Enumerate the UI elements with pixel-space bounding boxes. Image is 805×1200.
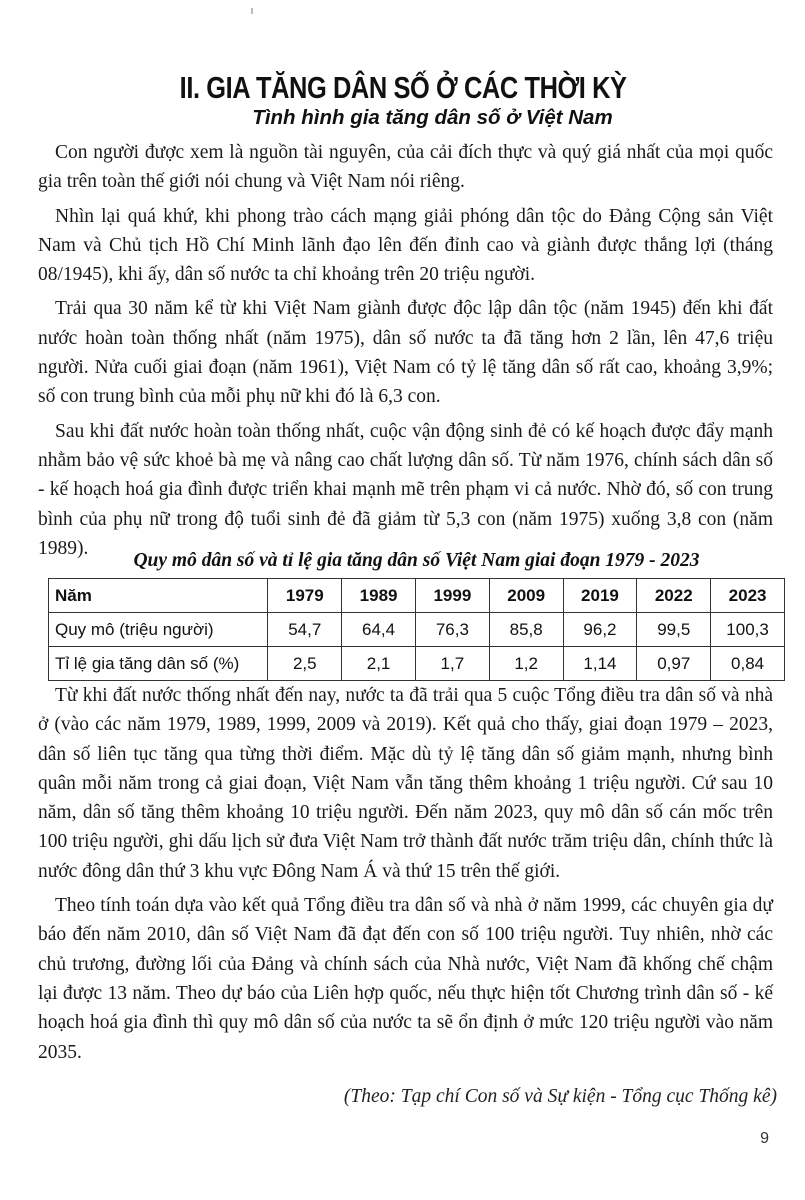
table-caption: Quy mô dân số và tỉ lệ gia tăng dân số Việt Nam giai đoạn 1979 - 2023: [133, 550, 700, 571]
population-table: [48, 578, 785, 681]
scan-speck: [251, 8, 253, 14]
table-cell: 1,14: [563, 647, 637, 681]
table-cell: 1,7: [415, 647, 489, 681]
table-row: [49, 647, 785, 681]
table-cell: 85,8: [489, 613, 563, 647]
header-cell: 2023: [711, 579, 785, 613]
header-cell: 1979: [268, 579, 342, 613]
table-cell: 54,7: [268, 613, 342, 647]
paragraph: Sau khi đất nước hoàn toàn thống nhất, cuộc vận động sinh đẻ có kế hoạch được đẩy mạnh nhằm bảo vệ sức khoẻ bà mẹ và nâng cao chất lượng dân số. Từ năm 1976, chính sách dân số - kế hoạch hoá gia đình được triển khai mạnh mẽ trên phạm vi cả nước. Nhờ đó, số con trung bình của phụ nữ trong độ tuổi sinh đẻ đã giảm từ 5,3 con (năm 1975) xuống 3,8 con (năm 1989).: [38, 420, 773, 559]
paragraph: Nhìn lại quá khứ, khi phong trào cách mạng giải phóng dân tộc do Đảng Cộng sản Việt Nam và Chủ tịch Hồ Chí Minh lãnh đạo lên đến đỉnh cao và giành được thắng lợi (tháng 08/1945), khi ấy, dân số nước ta chỉ khoảng trên 20 triệu người.: [38, 205, 773, 286]
table-cell: 76,3: [415, 613, 489, 647]
paragraph: Từ khi đất nước thống nhất đến nay, nước ta đã trải qua 5 cuộc Tổng điều tra dân số và nhà ở (vào các năm 1979, 1989, 1999, 2009 và 2019). Kết quả cho thấy, giai đoạn 1979 – 2023, dân số liên tục tăng qua từng thời điểm. Mặc dù tỷ lệ tăng dân số giảm mạnh, nhưng bình quân mỗi năm trong cả giai đoạn, Việt Nam vẫn tăng thêm khoảng 1 triệu người. Cứ sau 10 năm, dân số tăng thêm khoảng 10 triệu người. Đến năm 2023, quy mô dân số cán mốc trên 100 triệu người, ghi dấu lịch sử đưa Việt Nam trở thành đất nước trăm triệu dân, chính thức là nước đông dân thứ 3 khu vực Đông Nam Á và thứ 15 trên thế giới.: [38, 685, 773, 882]
table-cell: 2,5: [268, 647, 342, 681]
row-label: Quy mô (triệu người): [49, 613, 268, 647]
header-cell: 2019: [563, 579, 637, 613]
table-cell: 96,2: [563, 613, 637, 647]
header-cell: 1989: [342, 579, 416, 613]
header-cell: 2022: [637, 579, 711, 613]
table-cell: 2,1: [342, 647, 416, 681]
source-citation: (Theo: Tạp chí Con số và Sự kiện - Tổng cục Thống kê): [343, 1086, 777, 1107]
section-title: II. GIA TĂNG DÂN SỐ Ở CÁC THỜI KỲ: [179, 70, 627, 105]
table-row: [49, 613, 785, 647]
subtitle: Tình hình gia tăng dân số ở Việt Nam: [252, 106, 613, 129]
paragraph: Theo tính toán dựa vào kết quả Tổng điều tra dân số và nhà ở năm 1999, các chuyên gia dự báo đến năm 2010, dân số Việt Nam đã đạt đến con số 100 triệu người. Tuy nhiên, nhờ các chủ trương, đường lối của Đảng và chính sách của Nhà nước, Việt Nam đã khống chế chậm lại được 13 năm. Theo dự báo của Liên hợp quốc, nếu thực hiện tốt Chương trình dân số - kế hoạch hoá gia đình thì quy mô dân số của nước ta sẽ ổn định ở mức 120 triệu người vào năm 2035.: [38, 895, 773, 1063]
body-before-table: [38, 138, 773, 568]
table-cell: 0,97: [637, 647, 711, 681]
table-cell: 99,5: [637, 613, 711, 647]
header-cell: 2009: [489, 579, 563, 613]
header-cell: 1999: [415, 579, 489, 613]
table-cell: 100,3: [711, 613, 785, 647]
body-after-table: [38, 681, 773, 1072]
table-cell: 64,4: [342, 613, 416, 647]
row-label: Tỉ lệ gia tăng dân số (%): [49, 647, 268, 681]
header-cell: Năm: [49, 579, 268, 613]
paragraph: Con người được xem là nguồn tài nguyên, của cải đích thực và quý giá nhất của mọi quốc gia trên toàn thế giới nói chung và Việt Nam nói riêng.: [38, 142, 773, 193]
table-header-row: [49, 579, 785, 613]
table-cell: 1,2: [489, 647, 563, 681]
paragraph: Trải qua 30 năm kể từ khi Việt Nam giành được độc lập dân tộc (năm 1945) đến khi đất nước hoàn toàn thống nhất (năm 1975), dân số nước ta đã tăng hơn 2 lần, lên 47,6 triệu người. Nửa cuối giai đoạn (năm 1961), Việt Nam có tỷ lệ tăng dân số rất cao, khoảng 3,9%; số con trung bình của mỗi phụ nữ khi đó là 6,3 con.: [38, 298, 773, 408]
table-cell: 0,84: [711, 647, 785, 681]
page-number: 9: [760, 1130, 769, 1147]
